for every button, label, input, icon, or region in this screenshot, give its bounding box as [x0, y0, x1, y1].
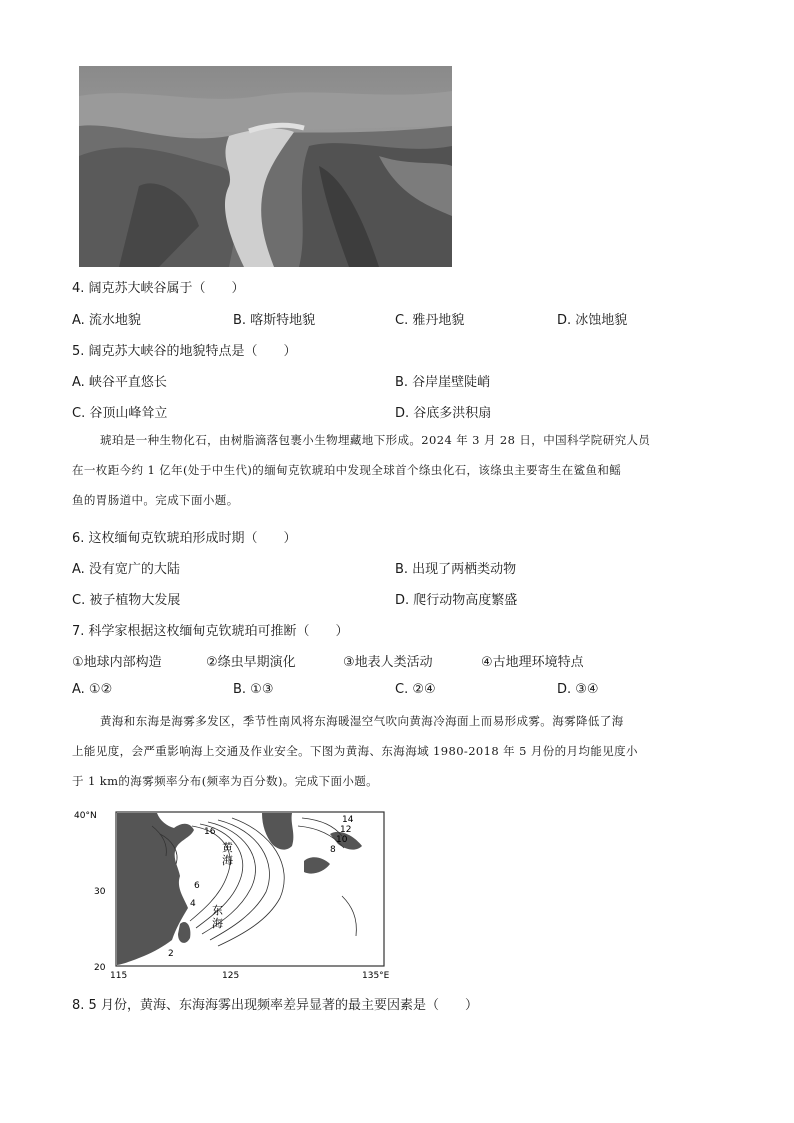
q4-stem: 4. 阔克苏大峡谷属于（ ）	[72, 281, 245, 296]
contour-label: 8	[330, 845, 336, 855]
contour-label: 16	[204, 827, 216, 837]
q5-option-d[interactable]: D. 谷底多洪积扇	[395, 406, 492, 421]
q4-option-b[interactable]: B. 喀斯特地貌	[233, 313, 316, 328]
passage-line: 在一枚距今约 1 亿年(处于中生代)的缅甸克钦琥珀中发现全球首个绦虫化石，该绦虫主要寄生在鲨鱼和鳐	[72, 463, 622, 477]
q7-item-4: ④古地理环境特点	[481, 655, 584, 670]
sea-fog-map	[72, 806, 402, 980]
q6-option-a[interactable]: A. 没有宽广的大陆	[72, 562, 180, 577]
sea-fog-passage	[72, 706, 722, 796]
contour-label: 6	[194, 881, 200, 891]
sea-label-hai1: 海	[222, 854, 233, 867]
q7-item-1: ①地球内部构造	[72, 655, 162, 670]
contour-label: 12	[340, 825, 352, 835]
sea-label-dong: 东	[212, 904, 223, 917]
sea-label-huang: 黄	[222, 841, 233, 854]
contour-label: 2	[168, 949, 174, 959]
amber-passage	[72, 425, 722, 515]
q7-option-b[interactable]: B. ①③	[233, 682, 274, 697]
contour-label: 14	[342, 815, 354, 825]
q7-option-a[interactable]: A. ①②	[72, 682, 113, 697]
q7-option-c[interactable]: C. ②④	[395, 682, 436, 697]
passage-line: 黄海和东海是海雾多发区，季节性南风将东海暖湿空气吹向黄海冷海面上而易形成雾。海雾降低了海	[100, 714, 624, 728]
q8-stem: 8. 5 月份，黄海、东海海雾出现频率差异显著的最主要因素是（ ）	[72, 998, 478, 1013]
q5-stem: 5. 阔克苏大峡谷的地貌特点是（ ）	[72, 344, 297, 359]
lon-label-125: 125	[222, 971, 240, 980]
passage-line: 上能见度，会严重影响海上交通及作业安全。下图为黄海、东海海域 1980-2018 年 5 月份的月均能见度小	[72, 744, 638, 758]
q5-option-c[interactable]: C. 谷顶山峰耸立	[72, 406, 168, 421]
q5-option-a[interactable]: A. 峡谷平直悠长	[72, 375, 167, 390]
lat-label-20: 20	[94, 963, 106, 973]
passage-line: 于 1 km的海雾频率分布(频率为百分数)。完成下面小题。	[72, 774, 379, 788]
lon-label-115: 115	[110, 971, 128, 980]
passage-line: 鱼的胃肠道中。完成下面小题。	[72, 493, 239, 507]
canyon-photo	[79, 66, 452, 267]
q4-option-c[interactable]: C. 雅丹地貌	[395, 313, 465, 328]
passage-line: 琥珀是一种生物化石，由树脂滴落包裹小生物埋藏地下形成。2024 年 3 月 28 日，中国科学院研究人员	[100, 433, 651, 447]
q7-item-3: ③地表人类活动	[343, 655, 433, 670]
q6-option-b[interactable]: B. 出现了两栖类动物	[395, 562, 517, 577]
q6-stem: 6. 这枚缅甸克钦琥珀形成时期（ ）	[72, 531, 297, 546]
sea-label-hai2: 海	[212, 917, 223, 930]
q4-option-d[interactable]: D. 冰蚀地貌	[557, 313, 628, 328]
q7-stem: 7. 科学家根据这枚缅甸克钦琥珀可推断（ ）	[72, 624, 349, 639]
lat-label-40: 40°N	[74, 811, 97, 821]
q6-option-c[interactable]: C. 被子植物大发展	[72, 593, 181, 608]
contour-label: 4	[190, 899, 196, 909]
q6-option-d[interactable]: D. 爬行动物高度繁盛	[395, 593, 518, 608]
taiwan	[178, 922, 190, 943]
lat-label-30: 30	[94, 887, 106, 897]
q4-option-a[interactable]: A. 流水地貌	[72, 313, 141, 328]
q7-option-d[interactable]: D. ③④	[557, 682, 599, 697]
lon-label-135: 135°E	[362, 971, 390, 980]
q7-item-2: ②绦虫早期演化	[206, 655, 296, 670]
contour-label: 10	[336, 835, 348, 845]
q5-option-b[interactable]: B. 谷岸崖壁陡峭	[395, 375, 491, 390]
